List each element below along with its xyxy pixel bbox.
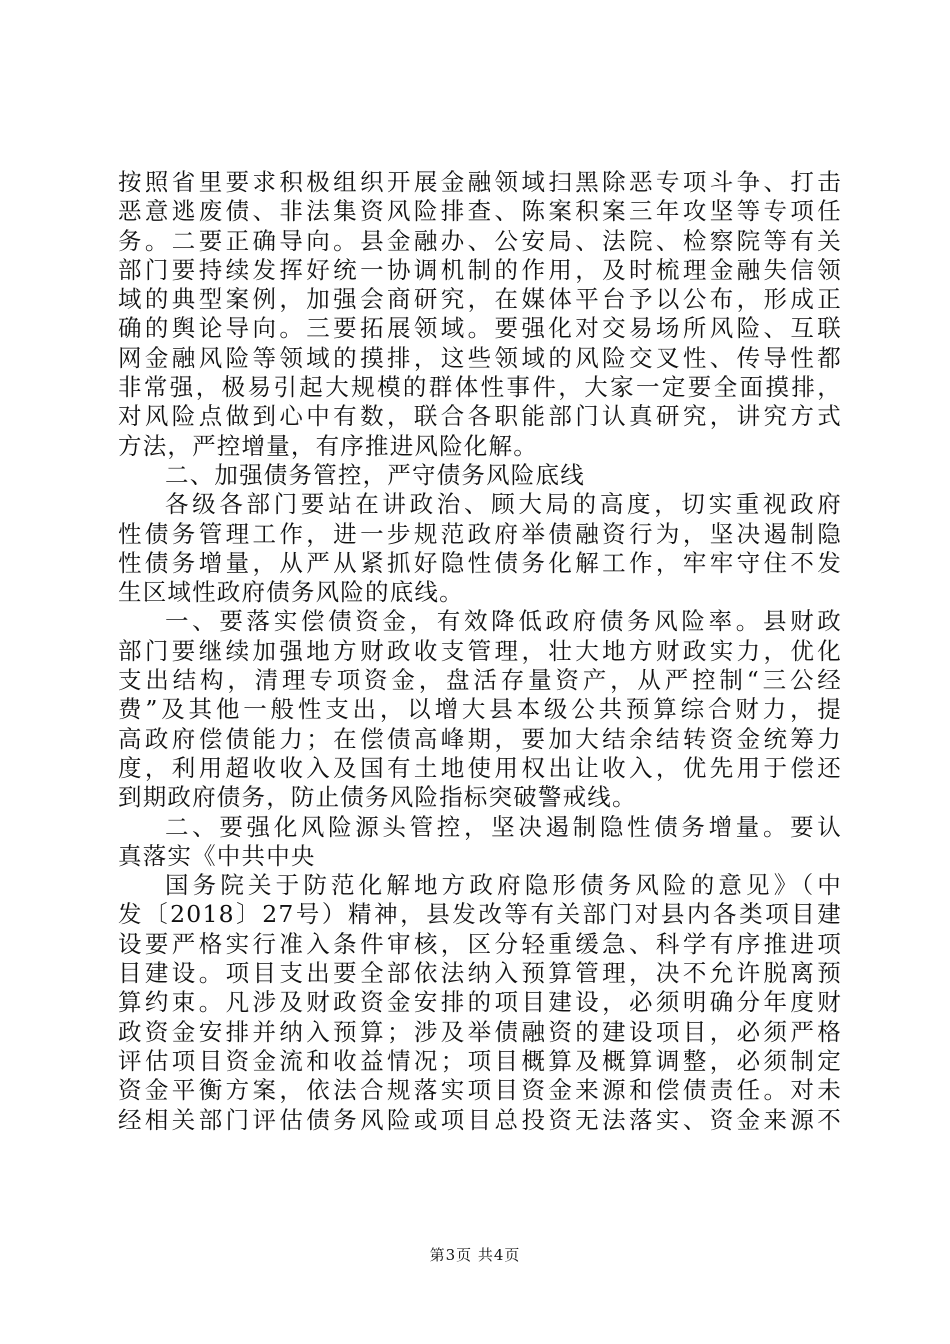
- text-line: 设要严格实行准入条件审核，区分轻重缓急、科学有序推进项: [118, 929, 842, 958]
- text-line: 方法，严控增量，有序推进风险化解。: [118, 431, 538, 460]
- text-line: 性债务管理工作，进一步规范政府举债融资行为，坚决遏制隐: [118, 519, 842, 548]
- text-line: 部门要继续加强地方财政收支管理，壮大地方财政实力，优化: [118, 636, 842, 665]
- text-line: 发〔2018〕27号）精神，县发改等有关部门对县内各类项目建: [118, 900, 842, 929]
- text-line: 高政府偿债能力；在偿债高峰期，要加大结余结转资金统筹力: [118, 724, 842, 753]
- text-line: 国务院关于防范化解地方政府隐形债务风险的意见》（中: [165, 871, 842, 900]
- text-line: 性债务增量，从严从紧抓好隐性债务化解工作，牢牢守住不发: [118, 548, 842, 577]
- text-line: 恶意逃废债、非法集资风险排查、陈案积案三年攻坚等专项任: [118, 197, 842, 226]
- document-body: [118, 168, 842, 1135]
- text-line: 对风险点做到心中有数，联合各职能部门认真研究，讲究方式: [118, 402, 842, 431]
- text-line: 域的典型案例，加强会商研究，在媒体平台予以公布，形成正: [118, 285, 842, 314]
- text-line: 生区域性政府债务风险的底线。: [118, 578, 464, 607]
- text-line: 按照省里要求积极组织开展金融领域扫黑除恶专项斗争、打击: [118, 168, 842, 196]
- text-line: 二、要强化风险源头管控，坚决遏制隐性债务增量。要认: [165, 812, 842, 841]
- text-line: 确的舆论导向。三要拓展领域。要强化对交易场所风险、互联: [118, 314, 842, 343]
- text-line: 非常强，极易引起大规模的群体性事件，大家一定要全面摸排，: [118, 373, 842, 402]
- page-number-footer: 第3页 共4页: [429, 1246, 521, 1264]
- text-line: 支出结构，清理专项资金，盘活存量资产，从严控制“三公经: [118, 666, 842, 695]
- text-line: 算约束。凡涉及财政资金安排的项目建设，必须明确分年度财: [118, 988, 842, 1017]
- text-line: 各级各部门要站在讲政治、顾大局的高度，切实重视政府: [165, 490, 842, 519]
- section-heading: 二、加强债务管控，严守债务风险底线: [165, 460, 585, 489]
- text-line: 政资金安排并纳入预算；涉及举债融资的建设项目，必须严格: [118, 1017, 842, 1046]
- text-line: 目建设。项目支出要全部依法纳入预算管理，决不允许脱离预: [118, 959, 842, 988]
- text-line: 评估项目资金流和收益情况；项目概算及概算调整，必须制定: [118, 1046, 842, 1075]
- text-line: 部门要持续发挥好统一协调机制的作用，及时梳理金融失信领: [118, 255, 842, 284]
- text-line: 度，利用超收收入及国有土地使用权出让收入，优先用于偿还: [118, 753, 842, 782]
- text-line: 资金平衡方案，依法合规落实项目资金来源和偿债责任。对未: [118, 1076, 842, 1105]
- text-line: 经相关部门评估债务风险或项目总投资无法落实、资金来源不: [118, 1105, 842, 1134]
- text-line: 费”及其他一般性支出，以增大县本级公共预算综合财力，提: [118, 695, 842, 724]
- text-line: 一、要落实偿债资金，有效降低政府债务风险率。县财政: [165, 607, 842, 636]
- text-line: 真落实《中共中央: [118, 841, 316, 870]
- text-line: 务。二要正确导向。县金融办、公安局、法院、检察院等有关: [118, 226, 842, 255]
- text-line: 网金融风险等领域的摸排，这些领域的风险交叉性、传导性都: [118, 343, 842, 372]
- text-line: 到期政府债务，防止债务风险指标突破警戒线。: [118, 783, 637, 812]
